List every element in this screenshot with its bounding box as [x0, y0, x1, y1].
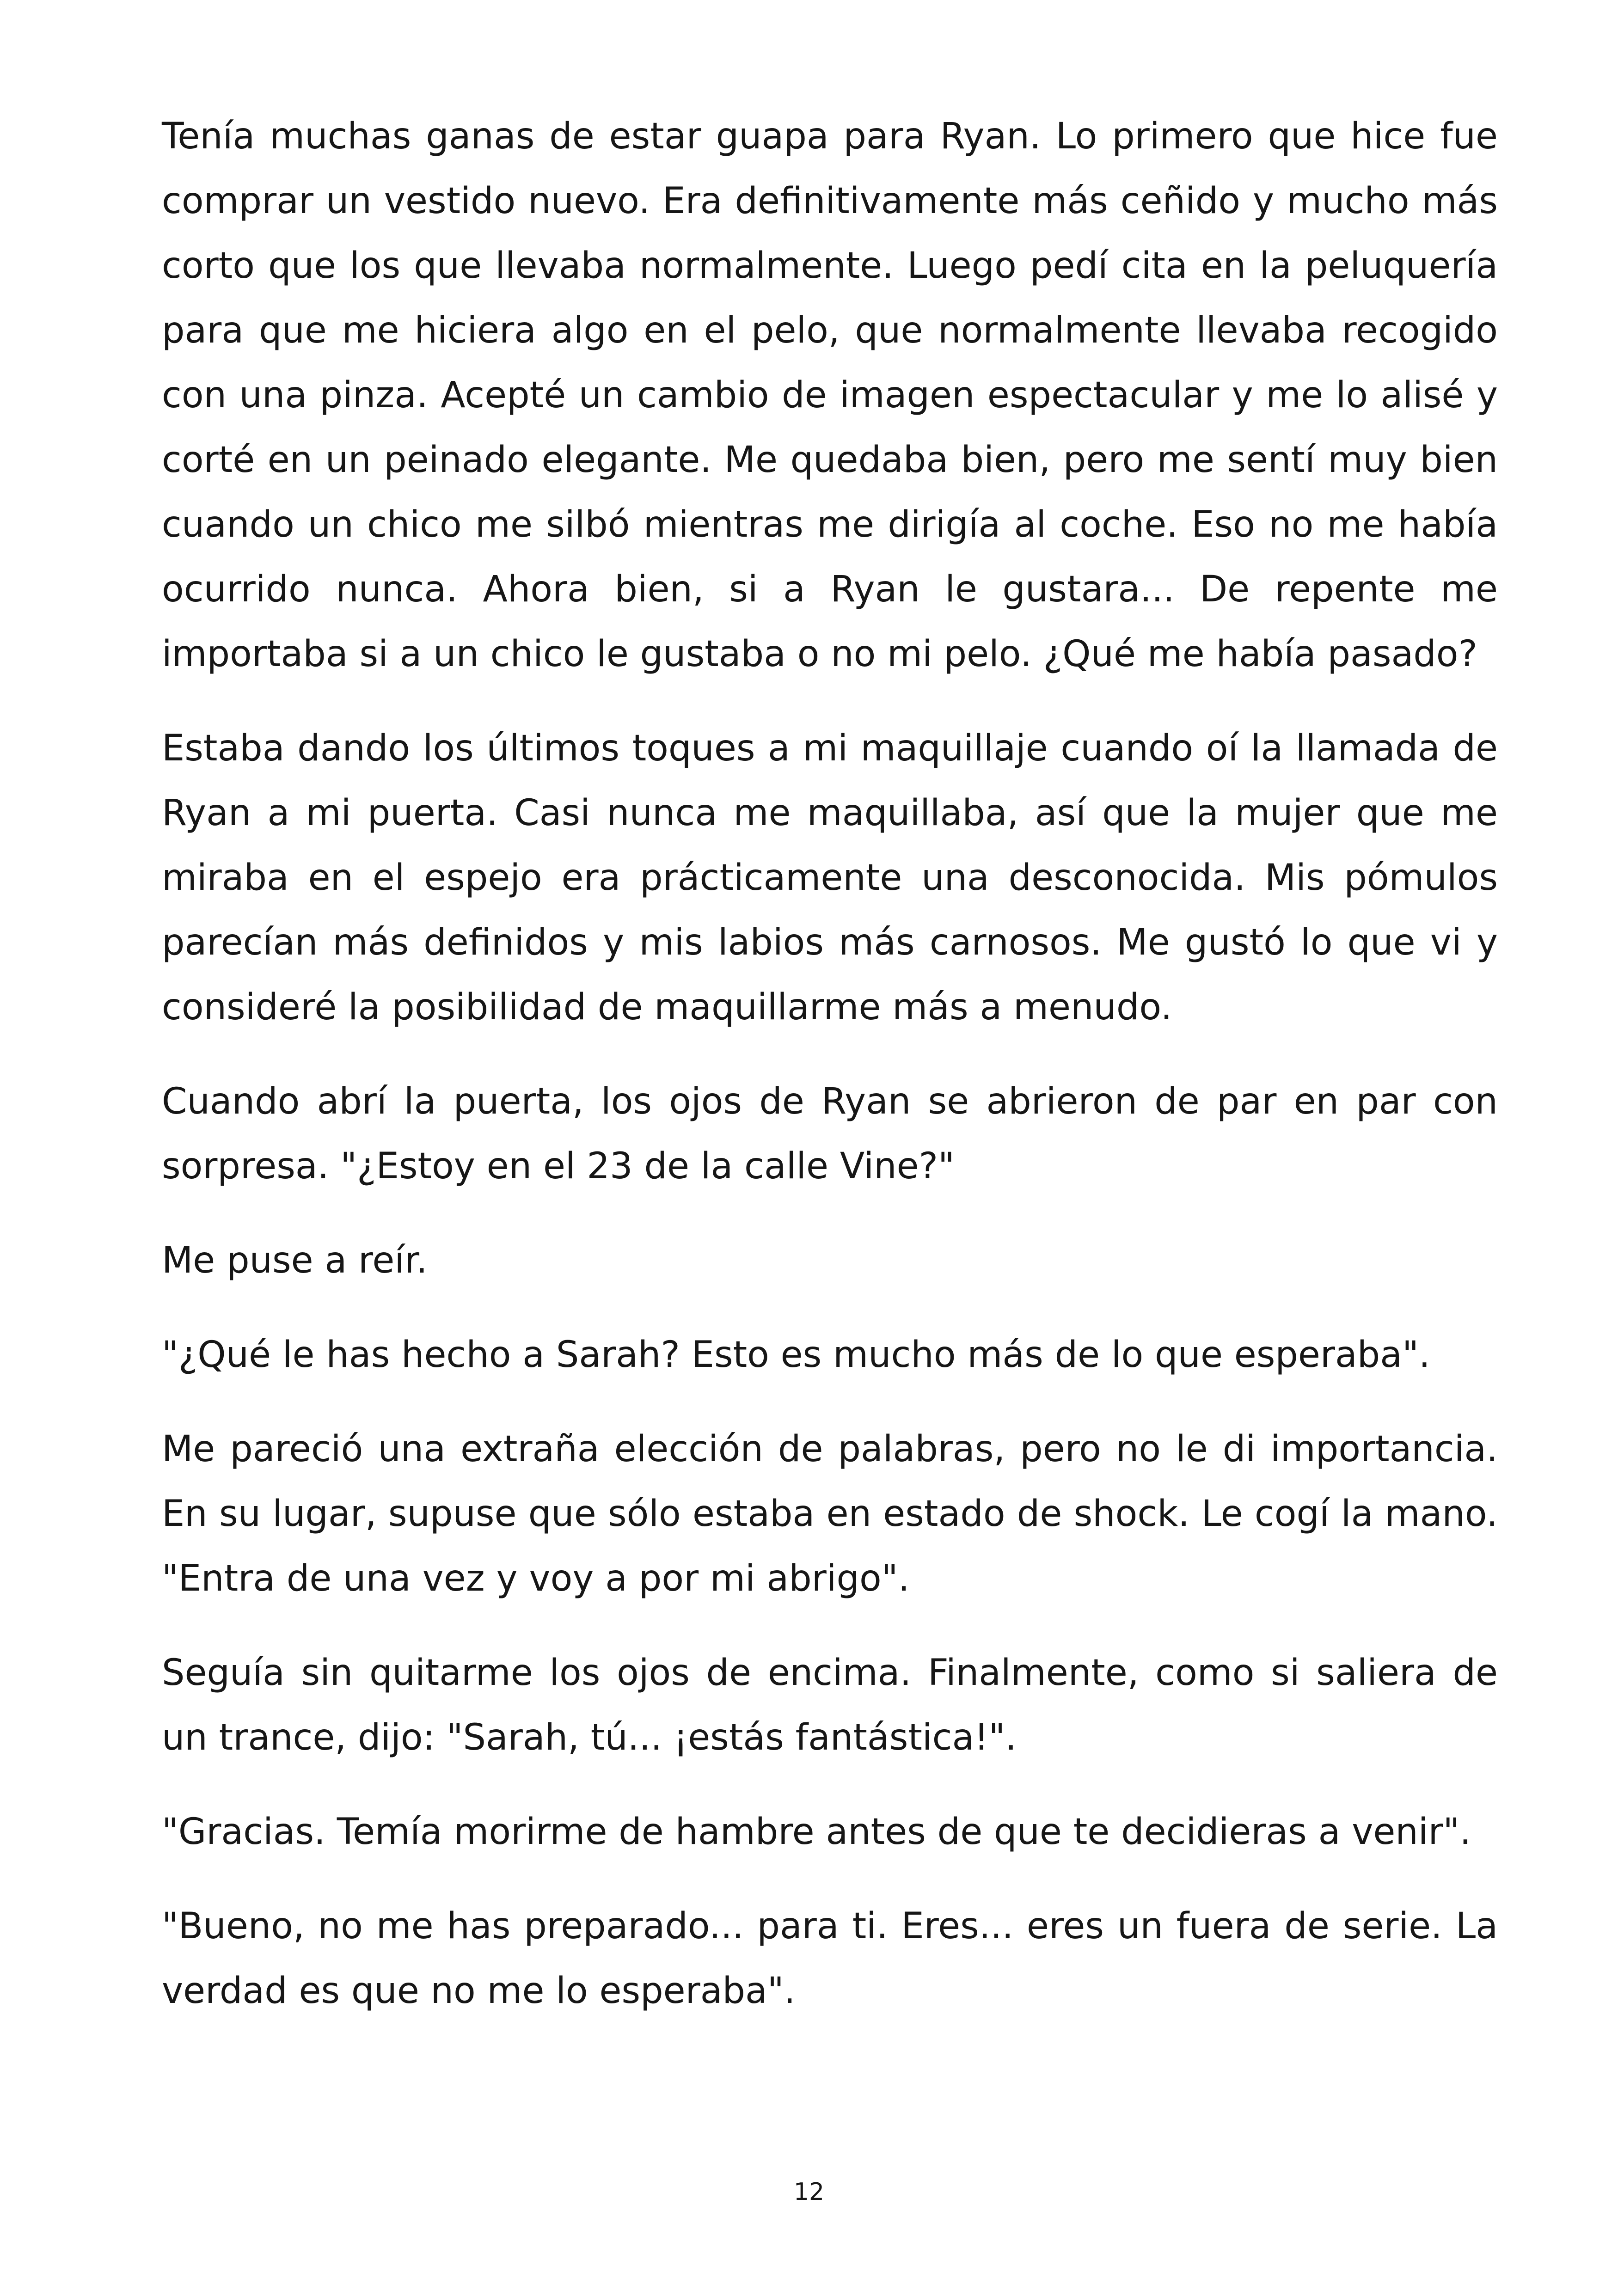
paragraph-3: Cuando abrí la puerta, los ojos de Ryan se abrieron de par en par con sorpresa. "¿Estoy en el 23 de la calle Vine?"	[162, 1081, 1498, 1187]
paragraph-5: "¿Qué le has hecho a Sarah? Esto es mucho más de lo que esperaba".	[162, 1334, 1430, 1376]
paragraph-1: Tenía muchas ganas de estar guapa para Ryan. Lo primero que hice fue comprar un vestido nuevo. Era definitivamente más ceñido y mucho más corto que los que llevaba normalmente. Luego pedí cita en la peluquería para que me hiciera algo en el pelo, que normalmente llevaba recogido con una pinza. Acepté un cambio de imagen espectacular y me lo alisé y corté en un peinado elegante. Me quedaba bien, pero me sentí muy bien cuando un chico me silbó mientras me dirigía al coche. Eso no me había ocurrido nunca. Ahora bien, si a Ryan le gustara... De repente me importaba si a un chico le gustaba o no mi pelo. ¿Qué me había pasado?	[162, 116, 1498, 675]
body-text	[162, 104, 1498, 2053]
page-number: 12	[793, 2178, 825, 2206]
paragraph-8: "Gracias. Temía morirme de hambre antes de que te decidieras a venir".	[162, 1811, 1471, 1853]
paragraph-7: Seguía sin quitarme los ojos de encima. Finalmente, como si saliera de un trance, dijo: "Sarah, tú... ¡estás fantástica!".	[162, 1652, 1498, 1758]
paragraph-9: "Bueno, no me has preparado... para ti. Eres... eres un fuera de serie. La verdad es que no me lo esperaba".	[162, 1905, 1498, 2012]
paragraph-6: Me pareció una extraña elección de palabras, pero no le di importancia. En su lugar, supuse que sólo estaba en estado de shock. Le cogí la mano. "Entra de una vez y voy a por mi abrigo".	[162, 1428, 1498, 1599]
paragraph-4: Me puse a reír.	[162, 1240, 428, 1281]
paragraph-2: Estaba dando los últimos toques a mi maquillaje cuando oí la llamada de Ryan a mi puerta. Casi nunca me maquillaba, así que la mujer que me miraba en el espejo era prácticamente una desconocida. Mis pómulos parecían más definidos y mis labios más carnosos. Me gustó lo que vi y consideré la posibilidad de maquillarme más a menudo.	[162, 728, 1498, 1028]
